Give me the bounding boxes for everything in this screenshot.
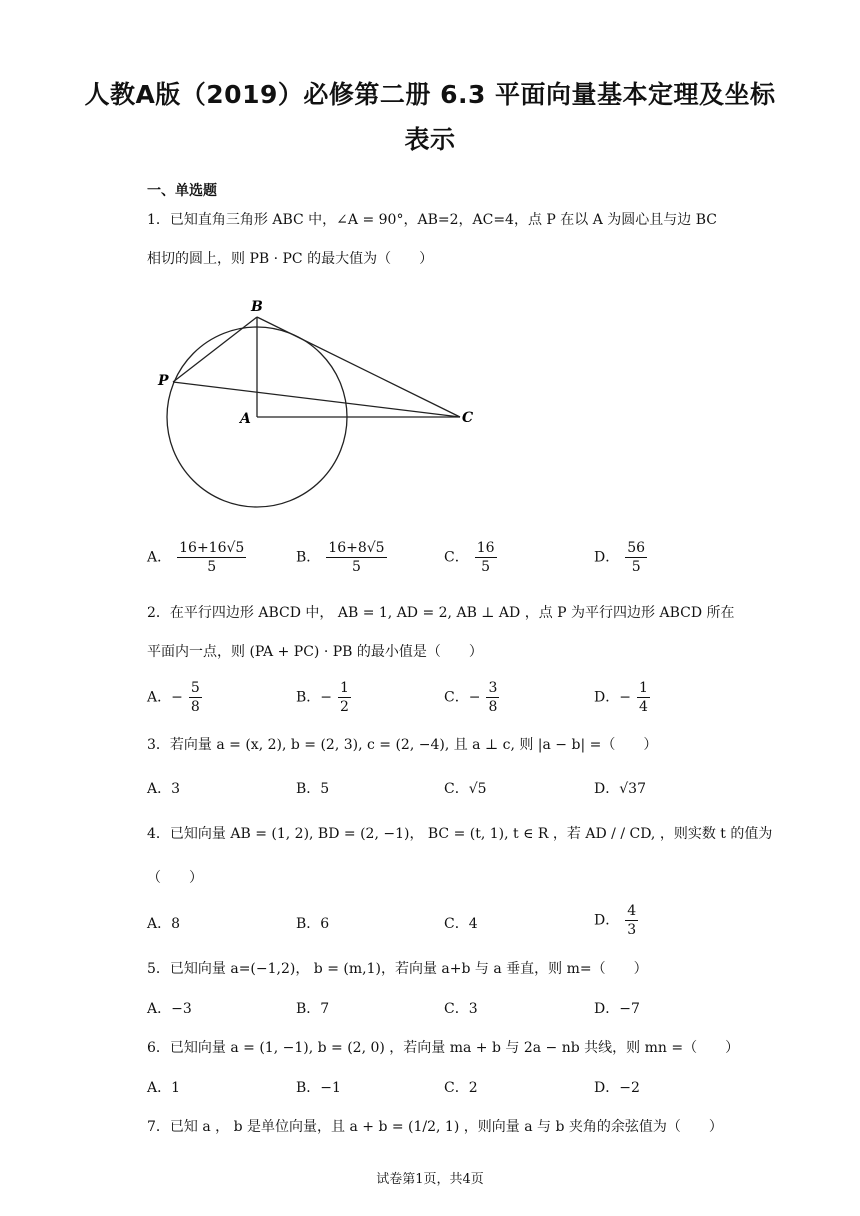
- label-c: C: [462, 410, 474, 426]
- question-3-text: 3．若向量 a = (x, 2), b = (2, 3), c = (2, −4), 且 a ⊥ c, 则 |a − b| =（ ）: [147, 737, 658, 753]
- option-letter: C．: [444, 781, 469, 797]
- option-value: 2: [468, 1080, 478, 1096]
- numerator: 5: [190, 680, 200, 696]
- option-letter: A．: [147, 1001, 172, 1017]
- numerator: 16+16√5: [179, 540, 245, 556]
- q6-option-c: [444, 1077, 478, 1097]
- question-2-text: 2．在平行四边形 ABCD 中， AB = 1, AD = 2, AB ⊥ AD ，点 P 为平行四边形 ABCD 所在: [147, 605, 735, 621]
- option-letter: A．: [147, 781, 172, 797]
- option-letter: B．: [296, 1001, 321, 1017]
- label-p: P: [158, 373, 169, 389]
- question-5-text: 5．已知向量 a=(−1,2)， b = (m,1)，若向量 a+b 与 a 垂直，则 m=（ ）: [147, 961, 648, 977]
- q2-option-a: [147, 680, 202, 715]
- option-value: 5: [320, 781, 330, 797]
- option-letter: C．: [444, 689, 469, 706]
- q5-option-d: [594, 998, 640, 1018]
- option-letter: A．: [147, 689, 172, 706]
- denominator: 4: [638, 699, 648, 715]
- q4-option-b: [296, 913, 329, 933]
- numerator: 16: [476, 540, 495, 556]
- q5-option-a: [147, 998, 192, 1018]
- q4-option-a: [147, 913, 180, 933]
- denominator: 8: [488, 699, 498, 715]
- numerator: 4: [627, 903, 637, 919]
- option-value: 1: [171, 1080, 181, 1096]
- question-4-text-cont: （ ）: [147, 870, 203, 886]
- question-1-text: 1．已知直角三角形 ABC 中，∠A = 90°，AB=2，AC=4，点 P 在以 A 为圆心且与边 BC: [147, 212, 717, 228]
- option-letter: C．: [444, 916, 469, 932]
- segment-pc: [173, 382, 460, 417]
- q2-option-d: [594, 680, 650, 715]
- denominator: 2: [340, 699, 349, 715]
- sign: −: [320, 689, 333, 706]
- numerator: 3: [488, 680, 498, 696]
- denominator: 5: [351, 559, 361, 575]
- q1-option-d: [594, 540, 647, 575]
- denominator: 3: [627, 922, 637, 938]
- question-6-text: 6．已知向量 a = (1, −1), b = (2, 0) ，若向量 ma + b 与 2a − nb 共线，则 mn =（ ）: [147, 1040, 740, 1056]
- option-letter: B．: [296, 549, 321, 566]
- numerator: 1: [340, 680, 349, 696]
- option-letter: D．: [594, 689, 620, 706]
- option-letter: A．: [147, 549, 172, 566]
- denominator: 5: [481, 559, 491, 575]
- option-value: 7: [320, 1001, 330, 1017]
- q6-option-b: [296, 1077, 341, 1097]
- question-2-text-cont: 平面内一点，则 (PA + PC) · PB 的最小值是（ ）: [147, 644, 483, 660]
- label-b: B: [251, 299, 263, 315]
- page-footer: 试卷第1页，共4页: [376, 1172, 484, 1187]
- numerator: 16+8√5: [328, 540, 385, 556]
- q1-option-b: [296, 540, 387, 575]
- option-value: −3: [171, 1001, 192, 1017]
- option-value: 3: [468, 1001, 478, 1017]
- label-a: A: [240, 411, 251, 427]
- numerator: 1: [638, 680, 648, 696]
- option-value: √37: [619, 781, 646, 797]
- option-value: −1: [320, 1080, 341, 1096]
- q2-option-c: [444, 680, 499, 715]
- q1-option-a: [147, 540, 246, 575]
- option-value: 6: [320, 916, 330, 932]
- q5-option-c: [444, 998, 478, 1018]
- option-letter: C．: [444, 549, 469, 566]
- question-7-text: 7．已知 a ， b 是单位向量，且 a + b = (1/2, 1) ，则向量 a 与 b 夹角的余弦值为（ ）: [147, 1119, 723, 1135]
- question-4-text: 4．已知向量 AB = (1, 2), BD = (2, −1)， BC = (t, 1), t ∈ R ，若 AD / / CD, ，则实数 t 的值为: [147, 826, 773, 842]
- q3-option-a: [147, 778, 180, 798]
- option-letter: A．: [147, 1080, 172, 1096]
- option-value: −2: [619, 1080, 640, 1096]
- section-heading: 一、单选题: [147, 183, 217, 199]
- denominator: 8: [190, 699, 200, 715]
- option-letter: B．: [296, 916, 321, 932]
- option-letter: D．: [594, 549, 620, 566]
- q1-option-c: [444, 540, 497, 575]
- q3-option-d: [594, 778, 646, 798]
- denominator: 5: [631, 559, 641, 575]
- option-value: √5: [468, 781, 487, 797]
- option-value: −7: [619, 1001, 640, 1017]
- segment-bc: [257, 317, 460, 417]
- option-letter: B．: [296, 1080, 321, 1096]
- q4-option-d: [594, 903, 638, 938]
- q5-option-b: [296, 998, 329, 1018]
- page-title-cont: 表示: [404, 125, 456, 154]
- page-title: 人教A版（2019）必修第二册 6.3 平面向量基本定理及坐标: [84, 80, 776, 109]
- option-letter: D．: [594, 912, 620, 929]
- question-1-text-cont: 相切的圆上，则 PB · PC 的最大值为（ ）: [147, 251, 434, 267]
- option-letter: D．: [594, 781, 620, 797]
- option-value: 3: [171, 781, 181, 797]
- sign: −: [171, 689, 183, 706]
- option-value: 8: [171, 916, 181, 932]
- option-letter: A．: [147, 916, 172, 932]
- q6-option-d: [594, 1077, 640, 1097]
- q3-option-b: [296, 778, 329, 798]
- option-letter: B．: [296, 689, 321, 706]
- triangle-circle-figure: [150, 295, 490, 515]
- segment-pb: [173, 317, 257, 382]
- q3-option-c: [444, 778, 487, 798]
- option-letter: C．: [444, 1080, 469, 1096]
- option-letter: D．: [594, 1080, 620, 1096]
- q6-option-a: [147, 1077, 180, 1097]
- q2-option-b: [296, 680, 351, 715]
- option-letter: C．: [444, 1001, 469, 1017]
- sign: −: [468, 689, 481, 706]
- q4-option-c: [444, 913, 478, 933]
- numerator: 56: [627, 540, 646, 556]
- option-value: 4: [468, 916, 478, 932]
- denominator: 5: [207, 559, 217, 575]
- sign: −: [619, 689, 631, 706]
- option-letter: D．: [594, 1001, 620, 1017]
- option-letter: B．: [296, 781, 321, 797]
